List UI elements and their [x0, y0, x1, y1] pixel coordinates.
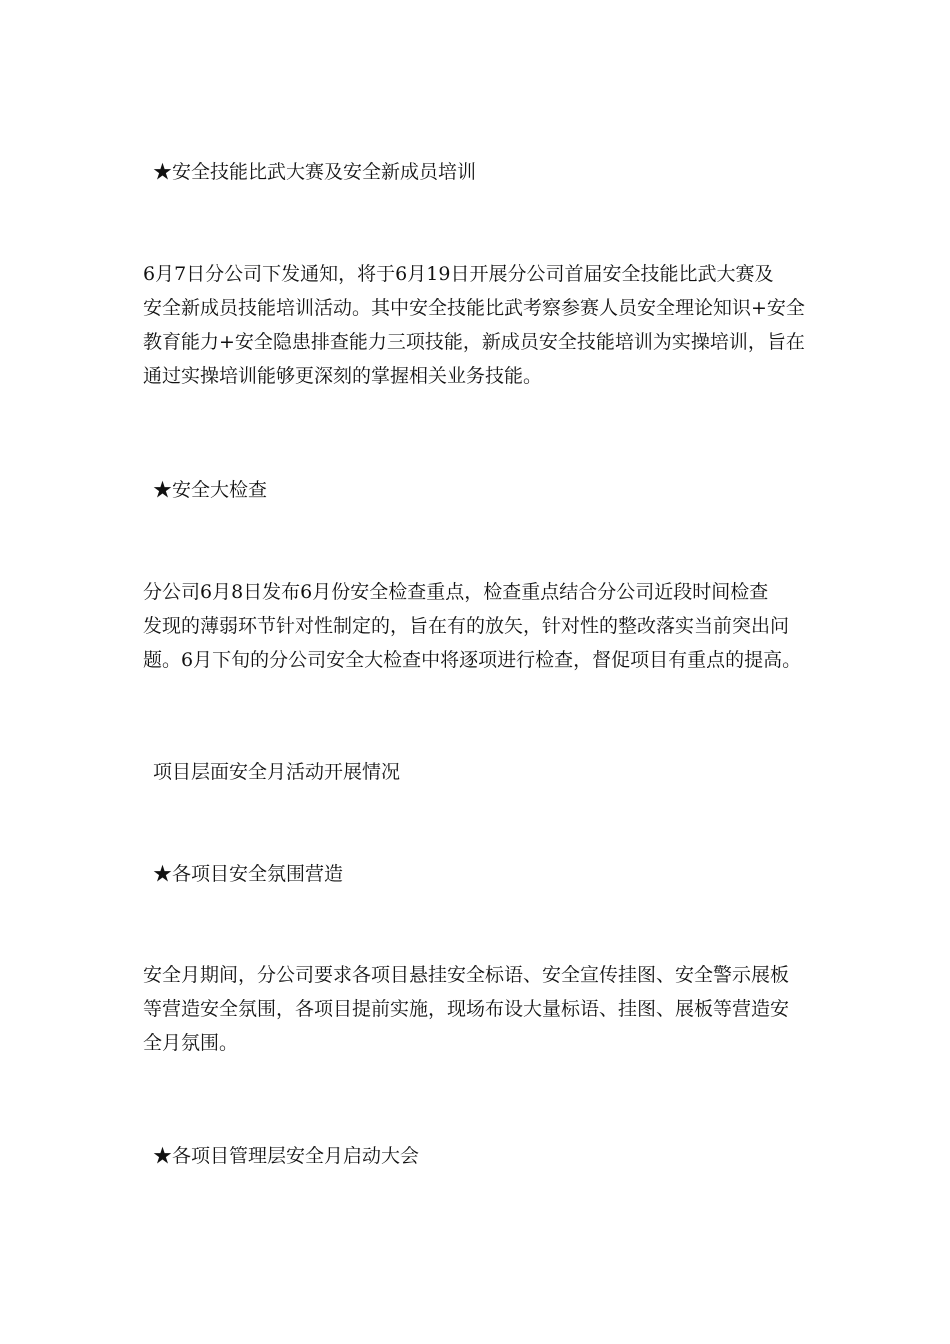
paragraph-line: 教育能力+安全隐患排查能力三项技能，新成员安全技能培训为实操培训，旨在 [143, 331, 805, 353]
paragraph-skills-competition [143, 257, 823, 393]
heading-safety-inspection: ★安全大检查 [153, 479, 268, 501]
heading-safety-atmosphere: ★各项目安全氛围营造 [153, 863, 344, 885]
paragraph-line: 6月7日分公司下发通知，将于6月19日开展分公司首届安全技能比武大赛及 [143, 263, 774, 285]
paragraph-safety-atmosphere [143, 958, 823, 1060]
paragraph-line: 安全新成员技能培训活动。其中安全技能比武考察参赛人员安全理论知识+安全 [143, 297, 805, 319]
paragraph-safety-inspection [143, 575, 823, 677]
paragraph-line: 发现的薄弱环节针对性制定的，旨在有的放矢，针对性的整改落实当前突出问 [143, 615, 790, 637]
paragraph-line: 等营造安全氛围，各项目提前实施，现场布设大量标语、挂图、展板等营造安 [143, 998, 790, 1020]
paragraph-line: 通过实操培训能够更深刻的掌握相关业务技能。 [143, 365, 543, 387]
paragraph-line: 全月氛围。 [143, 1032, 239, 1054]
heading-skills-competition: ★安全技能比武大赛及安全新成员培训 [153, 161, 477, 183]
heading-kickoff-meeting: ★各项目管理层安全月启动大会 [153, 1145, 420, 1167]
paragraph-line: 题。6月下旬的分公司安全大检查中将逐项进行检查，督促项目有重点的提高。 [143, 649, 802, 671]
paragraph-line: 安全月期间，分公司要求各项目悬挂安全标语、安全宣传挂图、安全警示展板 [143, 964, 790, 986]
section-title-project-level: 项目层面安全月活动开展情况 [153, 761, 401, 783]
paragraph-line: 分公司6月8日发布6月份安全检查重点，检查重点结合分公司近段时间检查 [143, 581, 769, 603]
